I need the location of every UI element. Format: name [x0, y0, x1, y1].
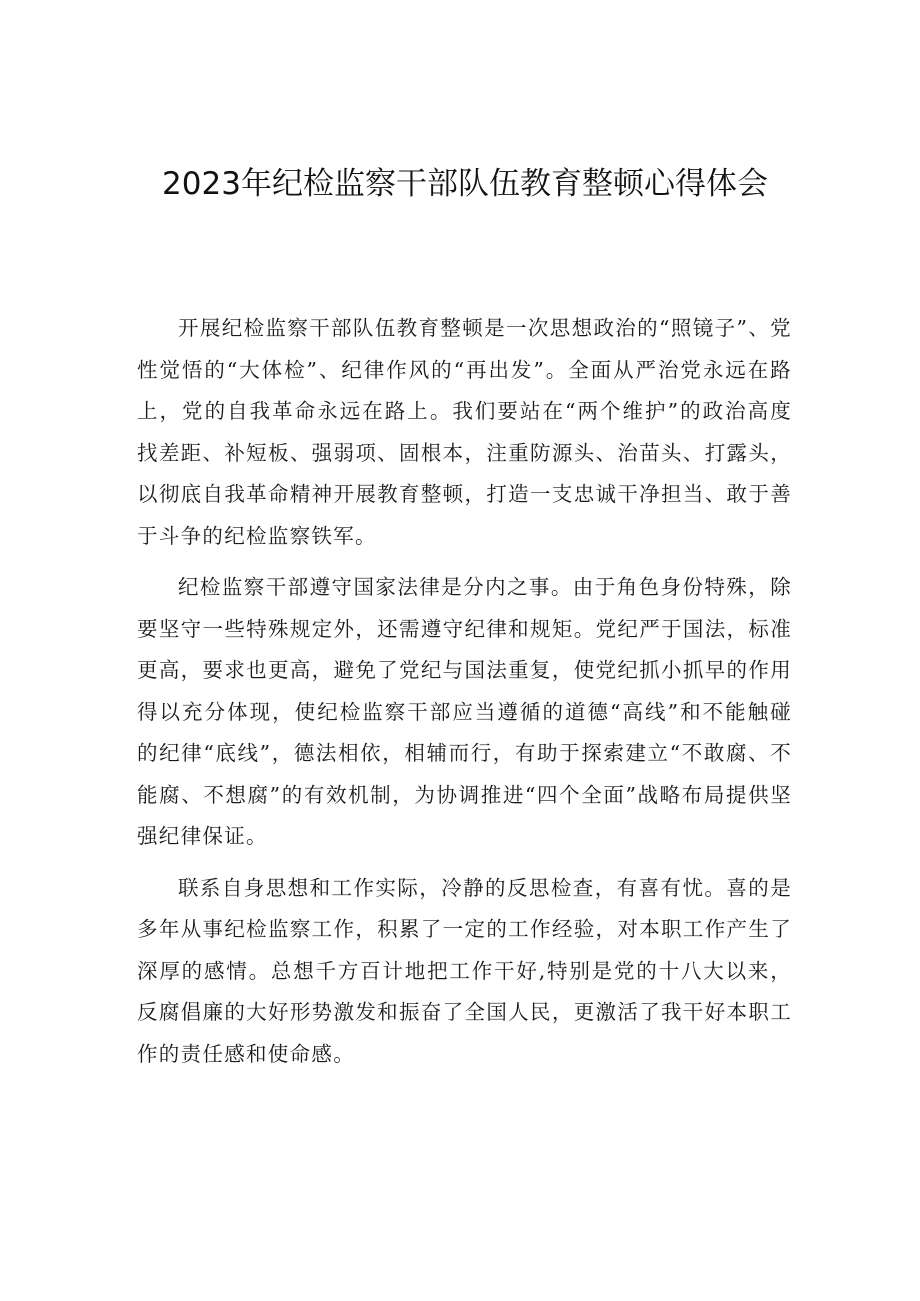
paragraph-1: 开展纪检监察干部队伍教育整顿是一次思想政治的“照镜子”、党性觉悟的“大体检”、纪律作风的“再出发”。全面从严治党永远在路上，党的自我革命永远在路上。我们要站在“两个维护”的政治高度找差距、补短板、强弱项、固根本，注重防源头、治苗头、打露头，以彻底自我革命精神开展教育整顿，打造一支忠诚干净担当、敢于善于斗争的纪检监察铁军。: [137, 316, 792, 548]
document-title: 2023年纪检监察干部队伍教育整顿心得体会: [162, 166, 768, 202]
paragraph-3: 联系自身思想和工作实际，冷静的反思检查，有喜有忧。喜的是多年从事纪检监察工作，积累了一定的工作经验，对本职工作产生了深厚的感情。总想千方百计地把工作干好,特别是党的十八大以来，反腐倡廉的大好形势激发和振奋了全国人民，更激活了我干好本职工作的责任感和使命感。: [137, 875, 792, 1066]
document-body: [137, 308, 792, 1085]
paragraph-2: 纪检监察干部遵守国家法律是分内之事。由于角色身份特殊，除要坚守一些特殊规定外，还需遵守纪律和规矩。党纪严于国法，标准更高，要求也更高，避免了党纪与国法重复，使党纪抓小抓早的作用得以充分体现，使纪检监察干部应当遵循的道德“高线”和不能触碰的纪律“底线”，德法相依，相辅而行，有助于探索建立“不敢腐、不能腐、不想腐”的有效机制，为协调推进“四个全面”战略布局提供坚强纪律保证。: [137, 575, 792, 848]
